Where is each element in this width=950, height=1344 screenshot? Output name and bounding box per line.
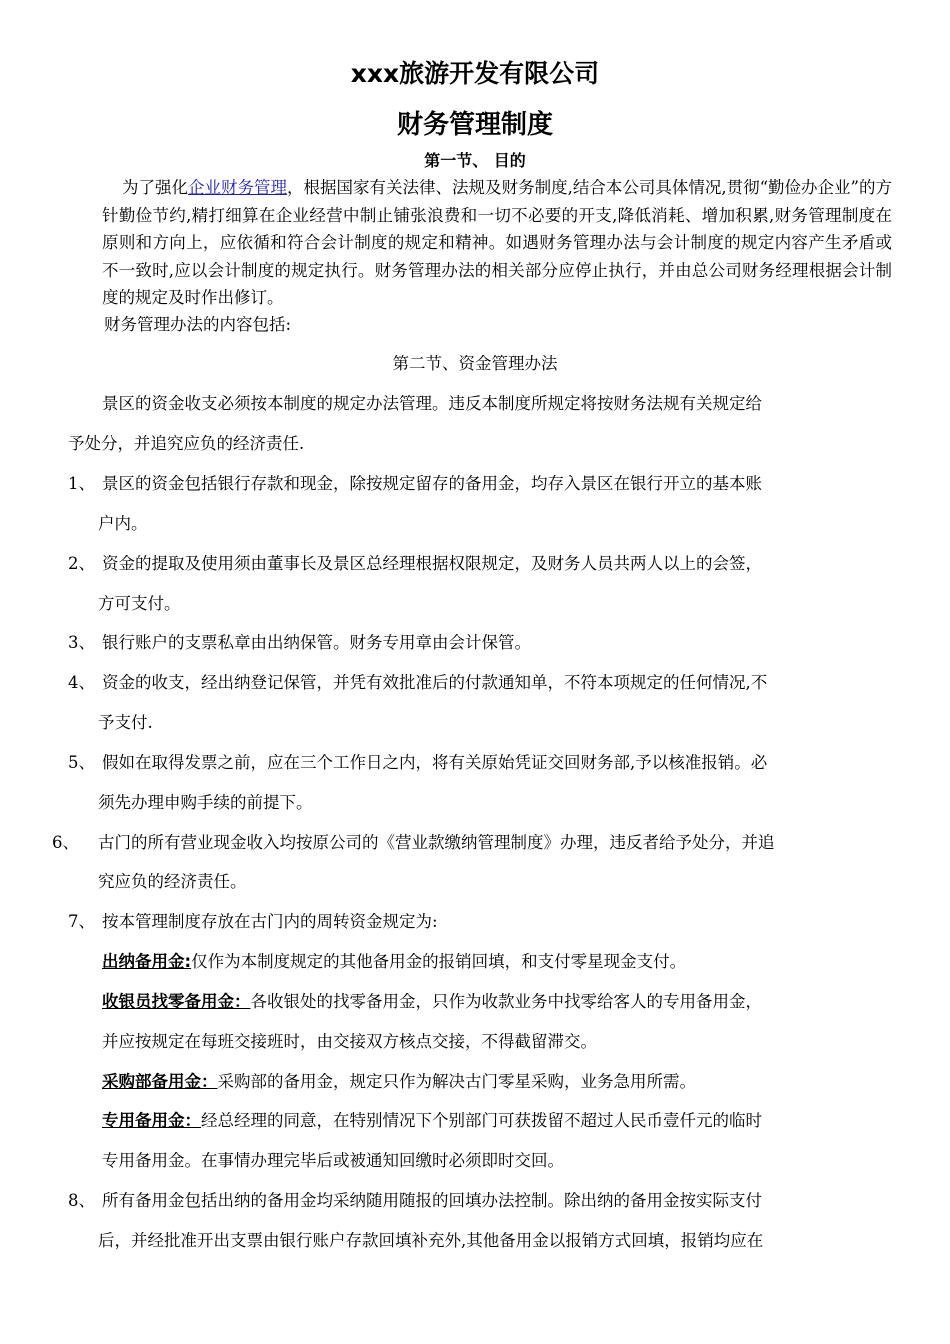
item-text-line2: 户内。 bbox=[98, 514, 148, 533]
fund-description-line2: 专用备用金。在事情办理完毕后或被通知回缴时必须即时交回。 bbox=[102, 1151, 564, 1170]
fund-change bbox=[102, 991, 762, 1013]
fund-term: 出纳备用金: bbox=[102, 952, 192, 971]
fund-description: 经总经理的同意，在特别情况下个别部门可获拨留不超过人民币壹仟元的临时 bbox=[201, 1111, 762, 1130]
item-text-line1: 资金的提取及使用须由董事长及景区总经理根据权限规定，及财务人员共两人以上的会签， bbox=[102, 554, 762, 573]
intro-text-start: 为了强化 bbox=[122, 178, 189, 197]
fund-term: 收银员找零备用金： bbox=[102, 992, 251, 1011]
fund-special bbox=[102, 1110, 762, 1132]
fund-term: 采购部备用金： bbox=[102, 1072, 218, 1091]
item-text-line1: 景区的资金包括银行存款和现金，除按规定留存的备用金，均存入景区在银行开立的基本账 bbox=[102, 474, 762, 493]
fund-description: 各收银处的找零备用金，只作为收款业务中找零给客人的专用备用金， bbox=[250, 992, 762, 1011]
item-text-line1: 所有备用金包括出纳的备用金均采纳随用随报的回填办法控制。除出纳的备用金按实际支付 bbox=[102, 1191, 762, 1210]
section1-intro-paragraph bbox=[102, 174, 892, 312]
item-number: 4、 bbox=[68, 673, 95, 692]
item-number: 8、 bbox=[68, 1191, 95, 1210]
item-text-line1: 假如在取得发票之前，应在三个工作日之内，将有关原始凭证交回财务部,予以核准报销。必 bbox=[102, 753, 768, 772]
fund-purchasing bbox=[102, 1071, 696, 1093]
item-text-line2: 须先办理申购手续的前提下。 bbox=[98, 793, 313, 812]
enterprise-finance-link[interactable]: 企业财务管理 bbox=[188, 178, 288, 197]
section2-lead-line2: 予处分，并追究应负的经济责任. bbox=[68, 434, 305, 453]
section2-lead-line1: 景区的资金收支必须按本制度的规定办法管理。违反本制度所规定将按财务法规有关规定给 bbox=[102, 394, 762, 413]
item-number: 5、 bbox=[68, 753, 95, 772]
item-number: 7、 bbox=[68, 912, 95, 931]
item-text-line1: 古门的所有营业现金收入均按原公司的《营业款缴纳管理制度》办理，违反者给予处分，并追 bbox=[98, 833, 775, 852]
item-number: 6、 bbox=[52, 833, 79, 852]
item-number: 3、 bbox=[68, 633, 95, 652]
item-text-line1: 按本管理制度存放在古门内的周转资金规定为: bbox=[102, 912, 438, 931]
fund-term: 专用备用金： bbox=[102, 1111, 201, 1130]
intro-text-rest: ，根据国家有关法律、法规及财务制度,结合本公司具体情况,贯彻“勤俭办企业”的方针勤俭节约,精打细算在企业经营中制止铺张浪费和一切不必要的开支,降低消耗、增加积累,财务管理制度在原则和方向上，应依循和符合会计制度的规定和精神。如遇财务管理办法与会计制度的规定内容产生矛盾或不一致时,应以会计制度的规定执行。财务管理办法的相关部分应停止执行，并由总公司财务经理根据会计制度的规定及时作出修订。 bbox=[102, 178, 892, 307]
item-text-line1: 资金的收支，经出纳登记保管，并凭有效批准后的付款通知单，不符本项规定的任何情况,不 bbox=[102, 673, 768, 692]
fund-cashier bbox=[102, 951, 686, 973]
fund-description-line2: 并应按规定在每班交接班时，由交接双方核点交接，不得截留滞交。 bbox=[102, 1032, 597, 1051]
company-title: xxx旅游开发有限公司 bbox=[350, 59, 600, 88]
item-number: 1、 bbox=[68, 474, 95, 493]
item-text-line2: 究应负的经济责任。 bbox=[98, 872, 247, 891]
item-number: 2、 bbox=[68, 554, 95, 573]
document-title: 财务管理制度 bbox=[396, 110, 553, 140]
fund-description: 采购部的备用金，规定只作为解决古门零星采购，业务急用所需。 bbox=[217, 1072, 696, 1091]
section2-heading: 第二节、资金管理办法 bbox=[392, 354, 558, 373]
item-text-line2: 予支付. bbox=[98, 713, 153, 732]
item-text-line2: 后，并经批准开出支票由银行账户存款回填补充外,其他备用金以报销方式回填，报销均应在 bbox=[98, 1231, 764, 1250]
item-text-line1: 银行账户的支票私章由出纳保管。财务专用章由会计保管。 bbox=[102, 633, 531, 652]
item-text-line2: 方可支付。 bbox=[98, 594, 181, 613]
section1-heading: 第一节、 目的 bbox=[424, 151, 526, 170]
fund-description: 仅作为本制度规定的其他备用金的报销回填，和支付零星现金支付。 bbox=[191, 952, 687, 971]
contents-label: 财务管理办法的内容包括: bbox=[104, 315, 292, 334]
